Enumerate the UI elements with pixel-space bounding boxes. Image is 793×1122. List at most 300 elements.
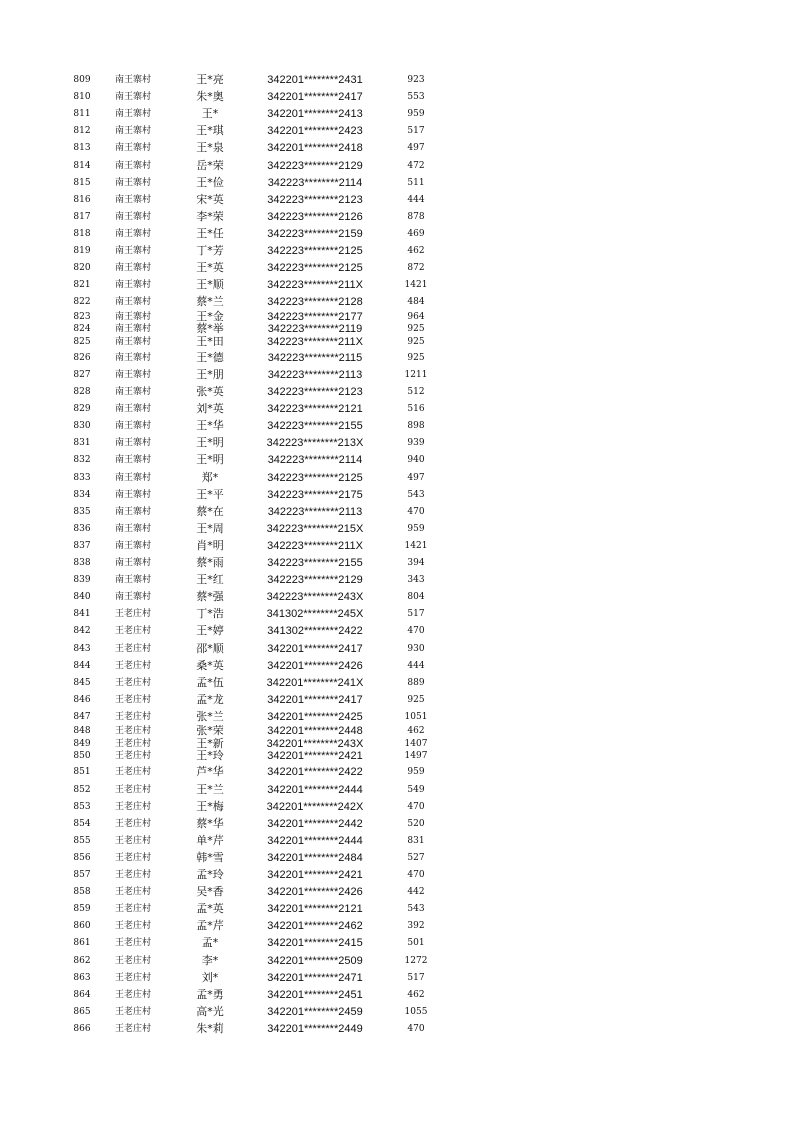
row-number: 816: [73, 194, 91, 205]
village-name: 王老庄村: [114, 870, 151, 880]
row-number: 840: [73, 592, 91, 603]
person-name: 蔡*雨: [196, 556, 224, 569]
row-number: 861: [73, 938, 91, 949]
table-row: [0, 850, 793, 866]
table-row: [0, 606, 793, 622]
village-name: 南王寨村: [114, 506, 151, 517]
amount: 444: [407, 660, 425, 671]
row-number: 814: [73, 160, 91, 171]
table-row: [0, 970, 793, 986]
row-number: 820: [73, 263, 91, 274]
amount: 549: [407, 784, 425, 795]
amount: 1211: [404, 369, 428, 380]
table-row: [0, 226, 793, 242]
id-number: 342201********2431: [267, 74, 363, 86]
amount: 497: [407, 472, 425, 483]
id-number: 342223********2125: [267, 471, 363, 484]
person-name: 孟*伍: [196, 675, 224, 689]
id-number: 342223********211X: [267, 279, 363, 292]
id-number: 342201********2421: [267, 750, 363, 763]
village-name: 王老庄村: [114, 767, 151, 778]
id-number: 342223********2129: [267, 159, 363, 172]
village-name: 南王寨村: [114, 540, 151, 551]
table-row: [0, 367, 793, 383]
id-number: 342223********2159: [267, 227, 363, 240]
id-number: 342223********2125: [267, 262, 363, 275]
village-name: 王老庄村: [114, 852, 151, 863]
id-number: 342201********2459: [267, 1005, 363, 1018]
village-name: 南王寨村: [114, 336, 151, 347]
table-row: [0, 209, 793, 225]
row-number: 851: [73, 767, 91, 778]
village-name: 王老庄村: [114, 904, 151, 915]
id-number: 342201********2421: [267, 869, 363, 881]
table-row: [0, 521, 793, 537]
row-number: 855: [73, 835, 91, 846]
row-number: 848: [73, 726, 91, 737]
table-row: [0, 675, 793, 691]
amount: 889: [407, 677, 425, 688]
row-number: 844: [73, 660, 91, 671]
village-name: 王老庄村: [114, 955, 151, 966]
village-name: 南王寨村: [114, 387, 151, 397]
row-number: 831: [73, 438, 91, 449]
row-number: 842: [73, 626, 91, 637]
row-number: 847: [73, 711, 91, 722]
table-row: [0, 953, 793, 969]
table-row: [0, 350, 793, 366]
row-number: 856: [73, 852, 91, 863]
village-name: 南王寨村: [114, 575, 151, 586]
id-number: 342223********2155: [267, 557, 363, 569]
id-number: 342201********2442: [267, 817, 363, 830]
table-row: [0, 918, 793, 934]
person-name: 王*明: [196, 453, 224, 467]
village-name: 南王寨村: [114, 455, 151, 466]
person-name: 蔡*兰: [196, 295, 224, 309]
id-number: 342223********2121: [267, 403, 363, 416]
id-number: 342223********2177: [267, 310, 363, 323]
row-number: 823: [73, 311, 91, 322]
row-number: 850: [73, 751, 91, 762]
table-row: [0, 384, 793, 400]
id-number: 342201********2471: [267, 971, 363, 984]
amount: 1272: [404, 955, 428, 966]
row-number: 817: [73, 211, 91, 222]
table-row: [0, 987, 793, 1003]
id-number: 342201********2426: [267, 886, 363, 899]
person-name: 王*: [201, 107, 219, 121]
id-number: 342223********243X: [266, 591, 364, 604]
id-number: 342223********2175: [267, 488, 363, 501]
row-number: 839: [73, 575, 91, 586]
amount: 804: [407, 592, 425, 603]
id-number: 342201********2413: [267, 108, 363, 121]
row-number: 824: [73, 324, 91, 335]
amount: 939: [407, 438, 425, 449]
id-number: 342223********2113: [267, 505, 363, 518]
id-number: 342201********2415: [267, 937, 363, 950]
table-row: [0, 867, 793, 883]
row-number: 819: [73, 246, 91, 256]
village-name: 王老庄村: [114, 726, 151, 737]
table-row: [0, 89, 793, 105]
amount: 470: [407, 870, 425, 880]
table-row: [0, 799, 793, 815]
village-name: 王老庄村: [114, 818, 151, 829]
table-row: [0, 833, 793, 849]
row-number: 809: [73, 75, 91, 85]
village-name: 南王寨村: [114, 194, 151, 205]
person-name: 刘*英: [196, 402, 224, 416]
id-number: 342223********211X: [267, 335, 363, 348]
person-name: 桑*英: [196, 658, 224, 672]
village-name: 南王寨村: [114, 92, 151, 103]
amount: 442: [407, 887, 425, 898]
village-name: 南王寨村: [114, 143, 151, 154]
village-name: 南王寨村: [114, 324, 151, 335]
row-number: 813: [73, 143, 91, 154]
amount: 959: [407, 523, 425, 534]
id-number: 342223********2113: [267, 368, 363, 381]
id-number: 342223********2155: [267, 420, 363, 433]
village-name: 王老庄村: [114, 609, 151, 620]
village-name: 王老庄村: [114, 694, 151, 705]
id-number: 342201********2509: [267, 954, 363, 967]
row-number: 845: [73, 677, 91, 688]
person-name: 丁*芳: [196, 244, 224, 257]
amount: 444: [407, 194, 425, 205]
person-name: 蔡*举: [196, 322, 224, 336]
row-number: 836: [73, 523, 91, 534]
table-row: [0, 816, 793, 832]
table-row: [0, 1021, 793, 1037]
person-name: 王*任: [196, 226, 224, 240]
village-name: 王老庄村: [114, 784, 151, 795]
person-name: 芦*华: [196, 765, 224, 779]
amount: 543: [407, 489, 425, 500]
amount: 925: [407, 324, 425, 335]
row-number: 862: [73, 955, 91, 966]
person-name: 肖*明: [196, 538, 224, 552]
amount: 472: [407, 160, 425, 171]
row-number: 830: [73, 421, 91, 432]
village-name: 王老庄村: [114, 835, 151, 846]
amount: 462: [407, 726, 425, 737]
person-name: 李*荣: [196, 209, 224, 223]
person-name: 孟*勇: [196, 987, 224, 1001]
village-name: 南王寨村: [114, 523, 151, 534]
amount: 462: [407, 989, 425, 1000]
amount: 959: [407, 109, 425, 120]
person-name: 王*婷: [196, 624, 224, 638]
table-row: [0, 884, 793, 900]
person-name: 王*华: [196, 419, 224, 433]
id-number: 342201********242X: [266, 800, 364, 813]
person-name: 岳*荣: [196, 158, 224, 172]
village-name: 王老庄村: [114, 660, 151, 671]
id-number: 342201********2417: [267, 91, 363, 104]
row-number: 859: [73, 904, 91, 915]
table-row: [0, 935, 793, 951]
row-number: 858: [73, 887, 91, 898]
table-row: [0, 555, 793, 571]
row-number: 826: [73, 352, 91, 363]
id-number: 342201********2417: [267, 693, 363, 706]
person-name: 王*平: [196, 487, 224, 501]
id-number: 342201********2444: [267, 783, 363, 796]
amount: 553: [407, 92, 425, 103]
row-number: 841: [73, 609, 91, 620]
id-number: 342201********2121: [267, 903, 363, 916]
id-number: 342201********2426: [267, 659, 363, 672]
table-row: [0, 538, 793, 554]
village-name: 南王寨村: [114, 246, 151, 256]
id-number: 342223********215X: [266, 522, 364, 535]
village-name: 王老庄村: [114, 801, 151, 812]
id-number: 342201********2449: [267, 1022, 363, 1035]
amount: 872: [407, 263, 425, 274]
amount: 1421: [404, 540, 428, 551]
village-name: 王老庄村: [114, 1006, 151, 1017]
person-name: 孟*龙: [196, 692, 224, 706]
village-name: 南王寨村: [114, 311, 151, 322]
row-number: 866: [73, 1023, 91, 1034]
row-number: 846: [73, 694, 91, 705]
village-name: 南王寨村: [114, 160, 151, 171]
village-name: 王老庄村: [114, 738, 151, 749]
person-name: 王*德: [196, 350, 224, 364]
village-name: 南王寨村: [114, 369, 151, 380]
village-name: 王老庄村: [114, 938, 151, 949]
village-name: 南王寨村: [114, 438, 151, 449]
village-name: 南王寨村: [114, 211, 151, 222]
row-number: 834: [73, 489, 91, 500]
amount: 470: [407, 506, 425, 517]
amount: 470: [407, 1023, 425, 1034]
amount: 512: [407, 387, 425, 397]
village-name: 南王寨村: [114, 297, 151, 308]
id-number: 342223********2126: [267, 210, 363, 223]
table-row: [0, 140, 793, 156]
row-number: 852: [73, 784, 91, 795]
village-name: 南王寨村: [114, 263, 151, 274]
amount: 343: [407, 575, 425, 586]
person-name: 蔡*在: [196, 504, 224, 518]
table-row: [0, 435, 793, 451]
person-name: 吴*香: [196, 885, 224, 899]
amount: 392: [407, 921, 425, 932]
id-number: 342201********2484: [267, 851, 363, 864]
row-number: 838: [73, 558, 91, 568]
amount: 462: [407, 246, 425, 256]
table-row: [0, 158, 793, 174]
id-number: 342223********2125: [267, 245, 363, 257]
person-name: 邵*顺: [196, 641, 224, 655]
village-name: 王老庄村: [114, 643, 151, 654]
person-name: 王*玲: [196, 749, 224, 763]
village-name: 南王寨村: [114, 177, 151, 188]
table-row: [0, 572, 793, 588]
row-number: 811: [73, 109, 91, 120]
row-number: 815: [73, 177, 91, 188]
table-row: [0, 1004, 793, 1020]
table-row: [0, 748, 793, 764]
row-number: 822: [73, 297, 91, 308]
table-row: [0, 623, 793, 639]
table-row: [0, 901, 793, 917]
row-number: 812: [73, 126, 91, 137]
amount: 517: [407, 609, 425, 620]
table-row: [0, 243, 793, 259]
village-name: 南王寨村: [114, 352, 151, 363]
id-number: 342223********2119: [267, 323, 363, 336]
person-name: 孟*: [201, 936, 219, 950]
village-name: 南王寨村: [114, 558, 151, 568]
person-name: 王*梅: [196, 799, 224, 813]
village-name: 南王寨村: [114, 228, 151, 239]
id-number: 342201********2417: [267, 642, 363, 655]
row-number: 860: [73, 921, 91, 932]
person-name: 宋*英: [196, 192, 224, 206]
id-number: 342201********2418: [267, 142, 363, 155]
table-row: [0, 401, 793, 417]
person-name: 朱*莉: [196, 1021, 224, 1035]
village-name: 王老庄村: [114, 711, 151, 722]
table-row: [0, 260, 793, 276]
id-number: 342223********2114: [267, 176, 363, 189]
person-name: 单*芹: [196, 833, 224, 847]
person-name: 蔡*华: [196, 816, 224, 830]
amount: 497: [407, 143, 425, 154]
row-number: 843: [73, 643, 91, 654]
row-number: 835: [73, 506, 91, 517]
village-name: 南王寨村: [114, 592, 151, 603]
id-number: 342201********2448: [267, 725, 363, 738]
village-name: 南王寨村: [114, 404, 151, 415]
table-row: [0, 334, 793, 350]
person-name: 王*红: [196, 573, 224, 587]
table-row: [0, 277, 793, 293]
village-name: 南王寨村: [114, 472, 151, 483]
row-number: 865: [73, 1006, 91, 1017]
id-number: 342223********2115: [267, 351, 363, 364]
person-name: 张*荣: [196, 724, 224, 738]
village-name: 王老庄村: [114, 1023, 151, 1034]
person-name: 丁*浩: [196, 607, 224, 621]
amount: 1055: [404, 1006, 428, 1017]
village-name: 王老庄村: [114, 972, 151, 983]
person-name: 王*周: [196, 521, 224, 535]
table-row: [0, 418, 793, 434]
row-number: 829: [73, 404, 91, 415]
person-name: 刘*: [201, 970, 219, 984]
person-name: 王*英: [196, 261, 224, 275]
id-number: 342223********2128: [267, 296, 363, 309]
person-name: 王*朋: [196, 367, 224, 381]
amount: 878: [407, 211, 425, 222]
person-name: 蔡*强: [196, 590, 224, 604]
person-name: 王*亮: [196, 73, 224, 86]
village-name: 南王寨村: [114, 75, 151, 85]
person-name: 李*: [201, 953, 219, 967]
amount: 511: [407, 177, 425, 188]
row-number: 837: [73, 540, 91, 551]
amount: 543: [407, 904, 425, 915]
id-number: 342223********2123: [267, 193, 363, 206]
id-number: 342201********2422: [267, 766, 363, 779]
amount: 517: [407, 126, 425, 137]
table-row: [0, 589, 793, 605]
amount: 959: [407, 767, 425, 778]
amount: 520: [407, 818, 425, 829]
table-row: [0, 175, 793, 191]
table-row: [0, 764, 793, 780]
id-number: 342201********241X: [266, 676, 364, 689]
amount: 470: [407, 801, 425, 812]
person-name: 王*明: [196, 436, 224, 450]
table-row: [0, 658, 793, 674]
person-name: 韩*雪: [196, 850, 224, 864]
row-number: 853: [73, 801, 91, 812]
amount: 1407: [404, 738, 428, 749]
amount: 469: [407, 228, 425, 239]
person-name: 朱*奥: [196, 90, 224, 104]
table-row: [0, 487, 793, 503]
person-name: 王*顺: [196, 278, 224, 292]
person-name: 王*田: [196, 334, 224, 348]
row-number: 810: [73, 92, 91, 103]
person-name: 郑*: [201, 470, 219, 484]
village-name: 王老庄村: [114, 677, 151, 688]
village-name: 南王寨村: [114, 489, 151, 500]
village-name: 王老庄村: [114, 626, 151, 637]
row-number: 828: [73, 387, 91, 397]
person-name: 王*琪: [196, 124, 224, 138]
person-name: 张*英: [196, 385, 224, 398]
amount: 964: [407, 311, 425, 322]
amount: 925: [407, 694, 425, 705]
id-number: 341302********245X: [266, 608, 364, 621]
table-row: [0, 504, 793, 520]
amount: 1051: [404, 711, 428, 722]
id-number: 342223********2114: [267, 454, 363, 467]
row-number: 833: [73, 472, 91, 483]
person-name: 高*光: [196, 1004, 224, 1018]
amount: 484: [407, 297, 425, 308]
amount: 831: [407, 835, 425, 846]
table-row: [0, 692, 793, 708]
amount: 527: [407, 852, 425, 863]
amount: 923: [407, 75, 425, 85]
table-row: [0, 470, 793, 486]
village-name: 王老庄村: [114, 921, 151, 932]
person-name: 孟*芹: [196, 919, 224, 933]
amount: 470: [407, 626, 425, 637]
id-number: 342201********243X: [266, 737, 364, 750]
row-number: 818: [73, 228, 91, 239]
id-number: 342201********2462: [267, 920, 363, 933]
row-number: 821: [73, 280, 91, 291]
village-name: 王老庄村: [114, 751, 151, 762]
village-name: 南王寨村: [114, 280, 151, 291]
person-name: 王*泉: [196, 141, 224, 155]
amount: 940: [407, 455, 425, 466]
id-number: 342201********2451: [267, 988, 363, 1001]
person-name: 张*兰: [196, 709, 224, 723]
table-row: [0, 782, 793, 798]
village-name: 王老庄村: [114, 989, 151, 1000]
